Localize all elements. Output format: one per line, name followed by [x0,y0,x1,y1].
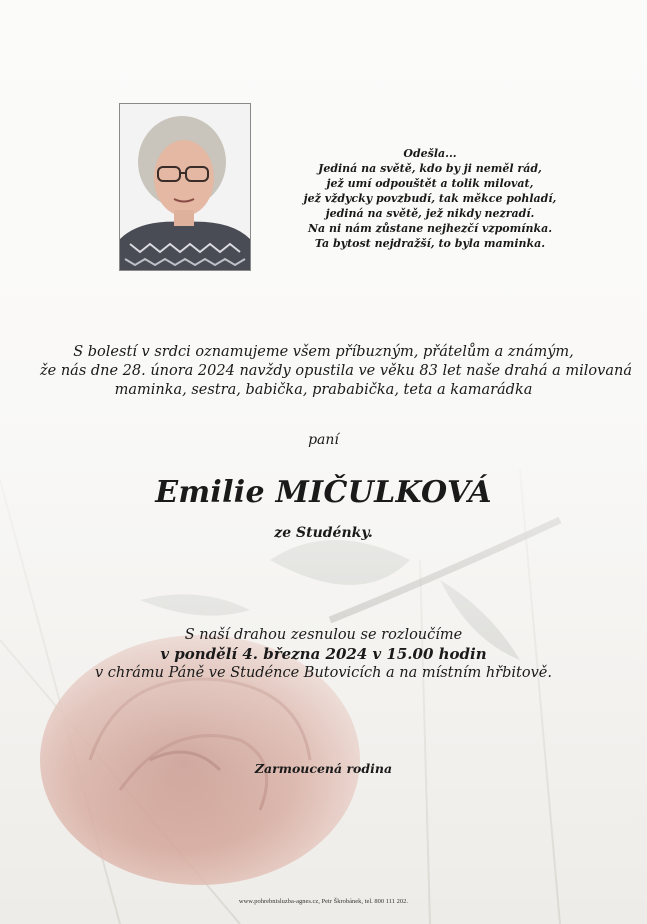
farewell-place: v chrámu Páně ve Studénce Butovicích a na místním hřbitově. [95,665,552,681]
portrait-photo [119,103,251,271]
deceased-name: Emilie MIČULKOVÁ [155,475,492,510]
announcement-line: že nás dne 28. února 2024 navždy opustila ve věku 83 let naše drahá a milovaná [40,363,632,379]
announcement-line: S bolestí v srdci oznamujeme všem příbuzným, přátelům a známým, [73,344,574,360]
funeral-service-footer: www.pohrebnisluzba-agnes.cz, Petr Škrobánek, tel. 800 111 202. [238,898,409,905]
poem-line: jež vždycky povzbudí, tak měkce pohladí, [303,192,557,205]
poem-line: jediná na světě, jež nikdy nezradí. [325,207,535,220]
honorific: paní [308,432,339,448]
mourners-signature: Zarmoucená rodina [254,761,393,776]
poem-line: Ta bytost nejdražší, to byla maminka. [314,237,546,250]
poem-line: Jediná na světě, kdo by ji neměl rád, [318,162,542,175]
announcement-line: maminka, sestra, babička, prababička, teta a kamarádka [114,382,533,398]
farewell-details [60,626,587,683]
farewell-intro: S naší drahou zesnulou se rozloučíme [184,627,463,643]
announcement [40,343,632,400]
poem-line: jež umí odpouštět a tolik milovat, [326,177,534,190]
deceased-origin: ze Studénky. [274,525,373,541]
poem-line: Odešla... [403,147,457,160]
farewell-datetime: v pondělí 4. března 2024 v 15.00 hodin [160,645,487,663]
poem-line: Na ni nám zůstane nejhezčí vzpomínka. [307,222,553,235]
poem [300,146,560,251]
